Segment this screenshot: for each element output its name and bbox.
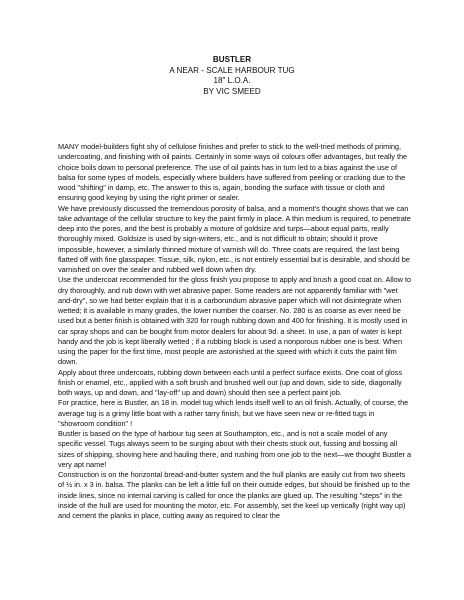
paragraph: For practice, here is Bustler, an 18 in. model tug which lends itself well to an oil finish. Actually, of course, the average tug is a grimy little boat with a rather tarry finish, but we have seen new or re-fitted tugs in "showroom condition" ! [58, 398, 409, 428]
title-block [0, 55, 464, 97]
paragraph: Apply about three undercoats, rubbing down between each until a perfect surface exists. One coat of gloss finish or enamel, etc., applied with a soft brush and brushed well out (up and down, side to side, diagonally both ways, up and down, and "lay-off" up and down) should then see a perfect paint job. [58, 367, 403, 397]
paragraph: Construction is on the horizontal bread-and-butter system and the hull planks are easily cut from two sheets of ½ in. x 3 in. balsa. The planks can be left a little full on their outside edges, but should be finished up to the inside lines, since no internal carving is called for once the planks are glued up. The resulting "steps" in the inside of the hull are used for mounting the motor, etc. For assembly, set the keel up vertically (right way up) and cement the planks in place, cutting away as required to clear the [58, 470, 410, 520]
document-subtitle: A NEAR - SCALE HARBOUR TUG [169, 65, 295, 75]
paragraph: Use the undercoat recommended for the gloss finish you propose to apply and brush a good coat on. Allow to dry thoroughly, and rub down with wet abrasive paper. Some readers are not apparently familiar with "wet and-dry", so we had better explain that it is a carborundum abrasive paper which will not disintegrate when wetted; it is available in many grades, the lower number the coarser. No. 280 is as coarse as ever need be used but a better finish is obtained with 320 for rough rubbing down and 400 for finishing. It is mostly used in car spray shops and can be bought from motor dealers for about 9d. a sheet. In use, a pan of water is kept handy and the job is kept liberally wetted ; if a rubbing block is used a nonporous rubber one is best. When using the paper for the first time, most people are astonished at the speed with which it cuts the paint film down. [58, 275, 412, 367]
paragraph: We have previously discussed the tremendous porosity of balsa, and a moment's thought shows that we can take advantage of the cellular structure to key the paint firmly in place. A thin medium is required, to penetrate deep into the pores, and the best is probably a mixture of goldsize and turps—about equal parts, really thoroughly mixed. Goldsize is used by sign-writers, etc., and is not difficult to obtain; should it prove impossible, however, a similarly thinned mixture of varnish will do. Three coats are required, the last being flatted off with fine glasspaper. Tissue, silk, nylon, etc., is not entirely essential but is desirable, and should be varnished on over the sealer and rubbed well down when dry. [58, 203, 411, 274]
document-size: 18" L.O.A. [213, 76, 251, 85]
paragraph: Bustler is based on the type of harbour tug seen at Southampton, etc., and is not a scale model of any specific vessel. Tugs always seem to be surging about with their chests stuck out, fussing and bossing all sizes of shipping, shoving here and hauling there, and rushing from one job to the next—we thought Bustler a very apt name! [58, 429, 412, 469]
document-title: BUSTLER [212, 55, 252, 64]
paragraph: MANY model-builders fight shy of cellulose finishes and prefer to stick to the well-tried methods of priming, undercoating, and finishing with oil paints. Certainly in some ways oil colours offer advantages, but really the choice boils down to personal preference. The use of oil paints has in turn led to a bias against the use of balsa for some types of models, especially where builders have suffered from peeling or cracking due to the wood "shifting" in damp, etc. The answer to this is, again, bonding the surface with tissue or cloth and ensuring good keying by using the right primer or sealer. [58, 142, 408, 203]
body-text [58, 142, 412, 521]
document-author: BY VIC SMEED [203, 86, 261, 96]
